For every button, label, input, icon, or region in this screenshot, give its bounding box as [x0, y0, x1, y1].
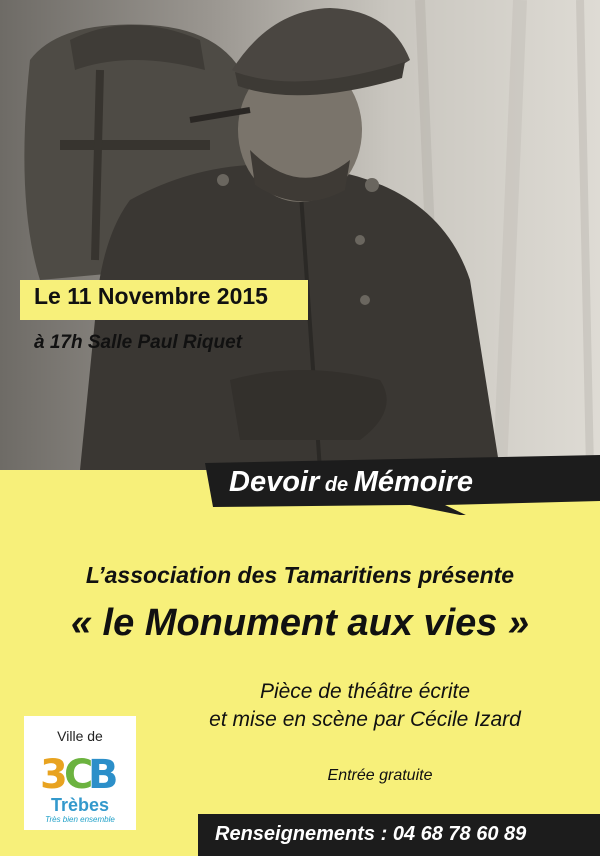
play-credit-line-2: et mise en scène par Cécile Izard	[209, 708, 521, 731]
admission-note: Entrée gratuite	[327, 767, 433, 784]
play-credit-line-1: Pièce de théâtre écrite	[259, 680, 471, 703]
banner-word-memoire: Mémoire	[353, 466, 473, 498]
banner-word-de: de	[319, 474, 354, 496]
play-title: « le Monument aux vies »	[70, 602, 530, 644]
logo-ville-label: Ville de	[57, 728, 103, 744]
contact-phone: Renseignements : 04 68 78 60 89	[215, 823, 527, 845]
trebes-logo	[24, 716, 136, 830]
logo-town-name: Trèbes	[50, 795, 110, 815]
event-date: Le 11 Novembre 2015	[34, 283, 268, 309]
association-line: L’association des Tamaritiens présente	[85, 562, 515, 588]
banner-word-devoir: Devoir	[229, 466, 320, 498]
svg-text:C: C	[64, 752, 94, 794]
banner-title	[229, 466, 473, 499]
svg-text:B: B	[88, 752, 119, 794]
logo-3b-mark-icon	[38, 750, 122, 794]
play-credits	[150, 678, 580, 734]
svg-text:3: 3	[40, 752, 68, 794]
logo-tagline: Très bien ensemble	[45, 815, 115, 824]
event-venue: à 17h Salle Paul Riquet	[34, 332, 243, 353]
